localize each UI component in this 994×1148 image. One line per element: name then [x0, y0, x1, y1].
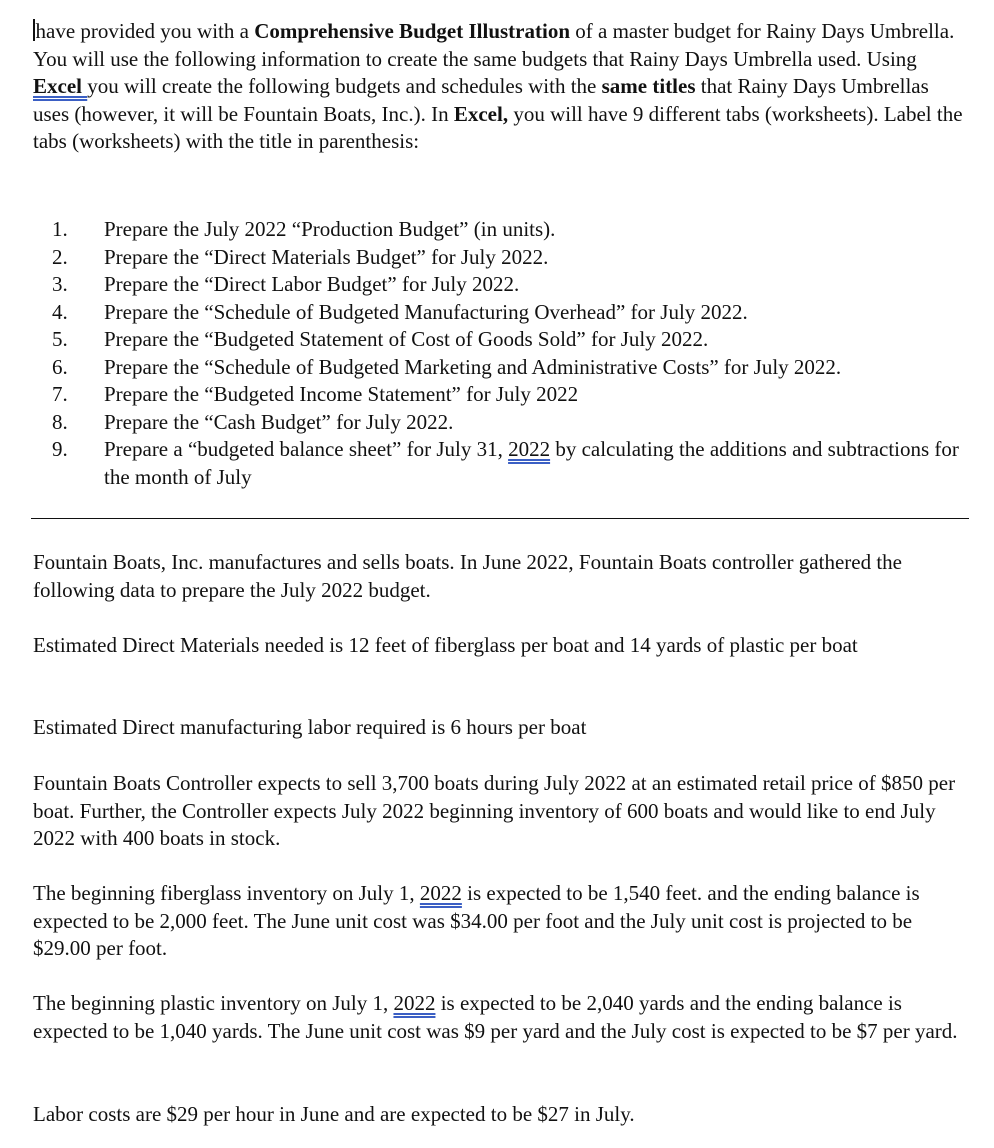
list-item: 7. Prepare the “Budgeted Income Statement” for July 2022 [52, 382, 579, 406]
bold-excel-2: Excel, [453, 101, 509, 126]
horizontal-rule [31, 518, 969, 519]
grammar-mark: 2022 [508, 437, 551, 461]
list-item: 9. Prepare a “budgeted balance sheet” for July 31, 2022 by calculating the additions and subtractions for the month of July [52, 437, 959, 489]
paragraph-materials: Estimated Direct Materials needed is 12 feet of fiberglass per boat and 14 yards of plastic per boat [33, 633, 858, 657]
grammar-mark: 2022 [419, 881, 462, 905]
paragraph-sales: Fountain Boats Controller expects to sell 3,700 boats during July 2022 at an estimated retail price of $850 per boat. Further, the Controller expects July 2022 beginning inventory of 600 boats and would like to end July 2022 with 400 boats in stock. [33, 771, 956, 850]
paragraph-labor-cost: Labor costs are $29 per hour in June and are expected to be $27 in July. [33, 1102, 635, 1126]
paragraph-labor-hours: Estimated Direct manufacturing labor required is 6 hours per boat [33, 715, 587, 739]
bold-excel: Excel [33, 74, 88, 98]
list-item: 4. Prepare the “Schedule of Budgeted Manufacturing Overhead” for July 2022. [52, 299, 748, 324]
bold-same-titles: same titles [601, 74, 696, 98]
list-item: 5. Prepare the “Budgeted Statement of Cost of Goods Sold” for July 2022. [52, 327, 709, 351]
text-cursor [33, 19, 35, 41]
task-list [33, 216, 973, 491]
list-item: 2. Prepare the “Direct Materials Budget” for July 2022. [52, 244, 549, 269]
intro-paragraph: have provided you with a Comprehensive Budget Illustration of a master budget for Rainy Days Umbrella. You will use the following information to create the same budgets that Rainy Days Umbrella used. Using Excel you will create the following budgets and schedules with the same titles that Rainy Days Umbrellas uses (however, it will be Fountain Boats, Inc.). In Excel, you will have 9 different tabs (worksheets). Label the tabs (worksheets) with the title in parenthesis: [33, 19, 963, 153]
list-item: 3. Prepare the “Direct Labor Budget” for July 2022. [52, 272, 520, 296]
grammar-mark: 2022 [393, 991, 436, 1015]
bold-budget-illustration: Comprehensive Budget Illustration [254, 19, 571, 43]
document-body [33, 18, 973, 1126]
paragraph-company: Fountain Boats, Inc. manufactures and sells boats. In June 2022, Fountain Boats controller gathered the following data to prepare the July 2022 budget. [33, 550, 902, 602]
paragraph-plastic: The beginning plastic inventory on July 1, 2022 is expected to be 2,040 yards and the ending balance is expected to be 1,040 yards. The June unit cost was $9 per yard and the July cost is expected to be $7 per yard. [33, 991, 958, 1043]
paragraph-fiberglass: The beginning fiberglass inventory on July 1, 2022 is expected to be 1,540 feet. and the ending balance is expected to be 2,000 feet. The June unit cost was $34.00 per foot and the July unit cost is projected to be $29.00 per foot. [33, 881, 920, 960]
list-item: 6. Prepare the “Schedule of Budgeted Marketing and Administrative Costs” for July 2022. [52, 354, 842, 379]
list-item: 8. Prepare the “Cash Budget” for July 2022. [52, 409, 454, 434]
list-item: 1. Prepare the July 2022 “Production Budget” (in units). [52, 217, 556, 241]
